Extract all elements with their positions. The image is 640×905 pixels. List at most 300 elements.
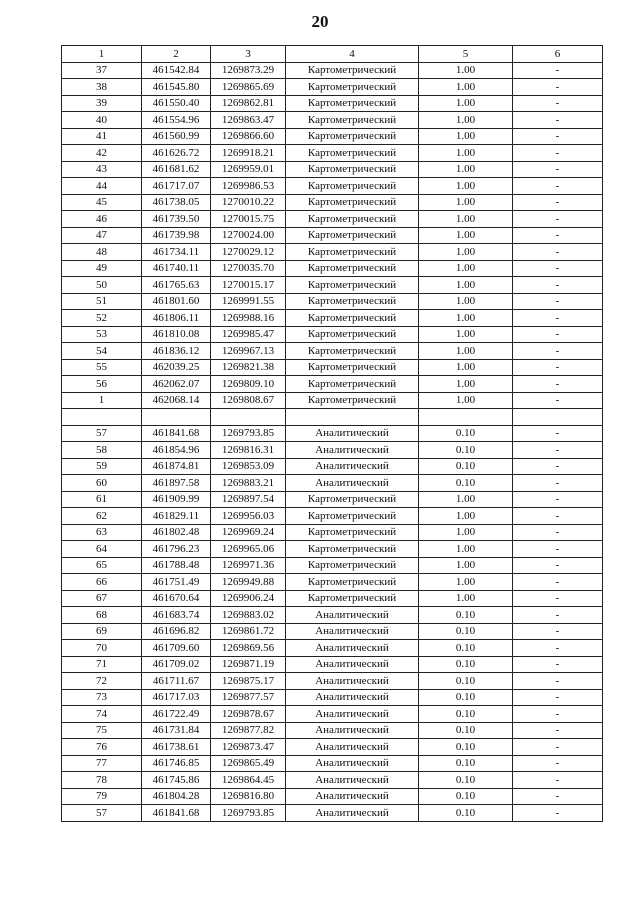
y-coordinate-cell: 1269959.01 xyxy=(211,161,286,178)
note-cell: - xyxy=(513,178,603,195)
point-number-cell: 62 xyxy=(62,508,142,525)
method-cell: Картометрический xyxy=(286,277,419,294)
point-number-cell: 57 xyxy=(62,425,142,442)
accuracy-cell: 1.00 xyxy=(419,343,513,360)
point-number-cell: 76 xyxy=(62,739,142,756)
method-cell: Картометрический xyxy=(286,359,419,376)
point-number-cell: 73 xyxy=(62,689,142,706)
y-coordinate-cell: 1269949.88 xyxy=(211,574,286,591)
note-cell: - xyxy=(513,244,603,261)
point-number-cell xyxy=(62,409,142,426)
note-cell: - xyxy=(513,293,603,310)
x-coordinate-cell: 461801.60 xyxy=(142,293,211,310)
x-coordinate-cell: 461829.11 xyxy=(142,508,211,525)
y-coordinate-cell: 1269861.72 xyxy=(211,623,286,640)
method-cell: Аналитический xyxy=(286,607,419,624)
y-coordinate-cell: 1269808.67 xyxy=(211,392,286,409)
note-cell: - xyxy=(513,79,603,96)
point-number-cell: 1 xyxy=(62,392,142,409)
point-number-cell: 50 xyxy=(62,277,142,294)
accuracy-cell: 0.10 xyxy=(419,458,513,475)
point-number-cell: 67 xyxy=(62,590,142,607)
table-row xyxy=(62,62,603,79)
x-coordinate-cell: 461738.61 xyxy=(142,739,211,756)
note-cell: - xyxy=(513,95,603,112)
method-cell: Аналитический xyxy=(286,805,419,822)
note-cell: - xyxy=(513,574,603,591)
method-cell: Картометрический xyxy=(286,227,419,244)
note-cell: - xyxy=(513,310,603,327)
table-row xyxy=(62,145,603,162)
table-row xyxy=(62,343,603,360)
note-cell: - xyxy=(513,739,603,756)
note-cell: - xyxy=(513,194,603,211)
accuracy-cell: 0.10 xyxy=(419,623,513,640)
table-row xyxy=(62,458,603,475)
point-number-cell: 41 xyxy=(62,128,142,145)
table-row xyxy=(62,755,603,772)
x-coordinate-cell: 461709.02 xyxy=(142,656,211,673)
point-number-cell: 65 xyxy=(62,557,142,574)
method-cell: Картометрический xyxy=(286,79,419,96)
table-row xyxy=(62,805,603,822)
table-row xyxy=(62,590,603,607)
x-coordinate-cell: 461670.64 xyxy=(142,590,211,607)
header-cell: 6 xyxy=(513,46,603,63)
table-row xyxy=(62,508,603,525)
x-coordinate-cell: 461722.49 xyxy=(142,706,211,723)
table-row xyxy=(62,541,603,558)
y-coordinate-cell: 1269853.09 xyxy=(211,458,286,475)
point-number-cell: 57 xyxy=(62,805,142,822)
y-coordinate-cell: 1269988.16 xyxy=(211,310,286,327)
table-row xyxy=(62,739,603,756)
note-cell: - xyxy=(513,656,603,673)
y-coordinate-cell: 1269897.54 xyxy=(211,491,286,508)
point-number-cell: 79 xyxy=(62,788,142,805)
y-coordinate-cell: 1270010.22 xyxy=(211,194,286,211)
y-coordinate-cell: 1269865.49 xyxy=(211,755,286,772)
coordinates-table xyxy=(61,45,603,822)
y-coordinate-cell: 1269877.57 xyxy=(211,689,286,706)
accuracy-cell: 0.10 xyxy=(419,722,513,739)
accuracy-cell: 0.10 xyxy=(419,772,513,789)
method-cell: Аналитический xyxy=(286,722,419,739)
y-coordinate-cell: 1269971.36 xyxy=(211,557,286,574)
accuracy-cell: 0.10 xyxy=(419,656,513,673)
accuracy-cell: 0.10 xyxy=(419,706,513,723)
accuracy-cell: 1.00 xyxy=(419,178,513,195)
note-cell: - xyxy=(513,607,603,624)
page-number: 20 xyxy=(311,12,329,31)
note-cell: - xyxy=(513,62,603,79)
x-coordinate-cell: 461788.48 xyxy=(142,557,211,574)
table-row xyxy=(62,442,603,459)
accuracy-cell: 1.00 xyxy=(419,260,513,277)
note-cell: - xyxy=(513,772,603,789)
note-cell: - xyxy=(513,326,603,343)
method-cell: Картометрический xyxy=(286,326,419,343)
x-coordinate-cell: 461738.05 xyxy=(142,194,211,211)
table-row xyxy=(62,656,603,673)
table-row xyxy=(62,128,603,145)
accuracy-cell: 1.00 xyxy=(419,62,513,79)
method-cell: Картометрический xyxy=(286,244,419,261)
note-cell: - xyxy=(513,623,603,640)
point-number-cell: 43 xyxy=(62,161,142,178)
point-number-cell: 70 xyxy=(62,640,142,657)
point-number-cell: 75 xyxy=(62,722,142,739)
table-row xyxy=(62,392,603,409)
note-cell: - xyxy=(513,673,603,690)
accuracy-cell xyxy=(419,409,513,426)
x-coordinate-cell: 461836.12 xyxy=(142,343,211,360)
note-cell: - xyxy=(513,475,603,492)
x-coordinate-cell: 462068.14 xyxy=(142,392,211,409)
method-cell: Аналитический xyxy=(286,458,419,475)
method-cell: Аналитический xyxy=(286,623,419,640)
accuracy-cell: 1.00 xyxy=(419,590,513,607)
point-number-cell: 69 xyxy=(62,623,142,640)
accuracy-cell: 1.00 xyxy=(419,491,513,508)
method-cell: Картометрический xyxy=(286,343,419,360)
x-coordinate-cell: 462039.25 xyxy=(142,359,211,376)
y-coordinate-cell: 1269906.24 xyxy=(211,590,286,607)
x-coordinate-cell: 461683.74 xyxy=(142,607,211,624)
header-cell: 1 xyxy=(62,46,142,63)
point-number-cell: 46 xyxy=(62,211,142,228)
note-cell: - xyxy=(513,128,603,145)
method-cell: Картометрический xyxy=(286,574,419,591)
note-cell: - xyxy=(513,590,603,607)
x-coordinate-cell: 461810.08 xyxy=(142,326,211,343)
method-cell: Аналитический xyxy=(286,772,419,789)
point-number-cell: 53 xyxy=(62,326,142,343)
table-row xyxy=(62,640,603,657)
x-coordinate-cell: 461717.03 xyxy=(142,689,211,706)
point-number-cell: 77 xyxy=(62,755,142,772)
x-coordinate-cell: 461542.84 xyxy=(142,62,211,79)
note-cell: - xyxy=(513,458,603,475)
x-coordinate-cell: 461745.86 xyxy=(142,772,211,789)
method-cell: Аналитический xyxy=(286,475,419,492)
point-number-cell: 78 xyxy=(62,772,142,789)
note-cell: - xyxy=(513,343,603,360)
x-coordinate-cell: 461909.99 xyxy=(142,491,211,508)
y-coordinate-cell: 1269878.67 xyxy=(211,706,286,723)
table-row xyxy=(62,788,603,805)
point-number-cell: 66 xyxy=(62,574,142,591)
point-number-cell: 39 xyxy=(62,95,142,112)
x-coordinate-cell: 461765.63 xyxy=(142,277,211,294)
table-row xyxy=(62,772,603,789)
coordinates-table-body xyxy=(62,46,603,822)
x-coordinate-cell: 461897.58 xyxy=(142,475,211,492)
point-number-cell: 74 xyxy=(62,706,142,723)
y-coordinate-cell: 1269956.03 xyxy=(211,508,286,525)
x-coordinate-cell: 461696.82 xyxy=(142,623,211,640)
table-row xyxy=(62,706,603,723)
method-cell: Аналитический xyxy=(286,656,419,673)
point-number-cell: 64 xyxy=(62,541,142,558)
accuracy-cell: 1.00 xyxy=(419,310,513,327)
x-coordinate-cell: 461804.28 xyxy=(142,788,211,805)
method-cell: Картометрический xyxy=(286,541,419,558)
method-cell: Аналитический xyxy=(286,689,419,706)
y-coordinate-cell: 1270024.00 xyxy=(211,227,286,244)
table-row xyxy=(62,376,603,393)
point-number-cell: 58 xyxy=(62,442,142,459)
accuracy-cell: 1.00 xyxy=(419,128,513,145)
table-row xyxy=(62,178,603,195)
point-number-cell: 45 xyxy=(62,194,142,211)
accuracy-cell: 1.00 xyxy=(419,161,513,178)
y-coordinate-cell: 1269816.31 xyxy=(211,442,286,459)
x-coordinate-cell: 461751.49 xyxy=(142,574,211,591)
y-coordinate-cell: 1269969.24 xyxy=(211,524,286,541)
method-cell: Картометрический xyxy=(286,178,419,195)
x-coordinate-cell: 461739.50 xyxy=(142,211,211,228)
y-coordinate-cell: 1270029.12 xyxy=(211,244,286,261)
point-number-cell: 37 xyxy=(62,62,142,79)
accuracy-cell: 1.00 xyxy=(419,524,513,541)
table-row xyxy=(62,689,603,706)
header-cell: 3 xyxy=(211,46,286,63)
note-cell: - xyxy=(513,227,603,244)
accuracy-cell: 1.00 xyxy=(419,508,513,525)
point-number-cell: 47 xyxy=(62,227,142,244)
x-coordinate-cell: 461681.62 xyxy=(142,161,211,178)
table-row xyxy=(62,79,603,96)
y-coordinate-cell: 1269793.85 xyxy=(211,425,286,442)
method-cell: Аналитический xyxy=(286,673,419,690)
method-cell: Картометрический xyxy=(286,508,419,525)
y-coordinate-cell: 1269967.13 xyxy=(211,343,286,360)
y-coordinate-cell: 1270035.70 xyxy=(211,260,286,277)
header-cell: 2 xyxy=(142,46,211,63)
note-cell: - xyxy=(513,722,603,739)
x-coordinate-cell: 461854.96 xyxy=(142,442,211,459)
table-row xyxy=(62,95,603,112)
note-cell: - xyxy=(513,524,603,541)
table-row xyxy=(62,425,603,442)
point-number-cell: 60 xyxy=(62,475,142,492)
point-number-cell: 72 xyxy=(62,673,142,690)
y-coordinate-cell: 1269986.53 xyxy=(211,178,286,195)
y-coordinate-cell: 1269871.19 xyxy=(211,656,286,673)
y-coordinate-cell: 1269991.55 xyxy=(211,293,286,310)
note-cell: - xyxy=(513,376,603,393)
note-cell: - xyxy=(513,491,603,508)
method-cell: Картометрический xyxy=(286,590,419,607)
table-row xyxy=(62,277,603,294)
x-coordinate-cell: 461550.40 xyxy=(142,95,211,112)
note-cell: - xyxy=(513,805,603,822)
note-cell: - xyxy=(513,442,603,459)
accuracy-cell: 1.00 xyxy=(419,541,513,558)
y-coordinate-cell: 1269864.45 xyxy=(211,772,286,789)
accuracy-cell: 0.10 xyxy=(419,755,513,772)
note-cell: - xyxy=(513,557,603,574)
method-cell: Картометрический xyxy=(286,293,419,310)
table-row xyxy=(62,293,603,310)
y-coordinate-cell: 1270015.75 xyxy=(211,211,286,228)
accuracy-cell: 0.10 xyxy=(419,805,513,822)
note-cell: - xyxy=(513,359,603,376)
point-number-cell: 42 xyxy=(62,145,142,162)
x-coordinate-cell: 461740.11 xyxy=(142,260,211,277)
x-coordinate-cell: 461711.67 xyxy=(142,673,211,690)
y-coordinate-cell: 1269883.21 xyxy=(211,475,286,492)
accuracy-cell: 1.00 xyxy=(419,277,513,294)
table-row xyxy=(62,161,603,178)
x-coordinate-cell: 461802.48 xyxy=(142,524,211,541)
y-coordinate-cell: 1269869.56 xyxy=(211,640,286,657)
point-number-cell: 56 xyxy=(62,376,142,393)
x-coordinate-cell: 461709.60 xyxy=(142,640,211,657)
method-cell: Аналитический xyxy=(286,739,419,756)
x-coordinate-cell xyxy=(142,409,211,426)
note-cell xyxy=(513,409,603,426)
method-cell: Аналитический xyxy=(286,755,419,772)
point-number-cell: 40 xyxy=(62,112,142,129)
table-row xyxy=(62,524,603,541)
x-coordinate-cell: 461560.99 xyxy=(142,128,211,145)
point-number-cell: 71 xyxy=(62,656,142,673)
x-coordinate-cell: 461841.68 xyxy=(142,425,211,442)
table-row xyxy=(62,211,603,228)
y-coordinate-cell: 1269866.60 xyxy=(211,128,286,145)
method-cell: Картометрический xyxy=(286,376,419,393)
x-coordinate-cell: 462062.07 xyxy=(142,376,211,393)
table-row xyxy=(62,359,603,376)
x-coordinate-cell: 461739.98 xyxy=(142,227,211,244)
y-coordinate-cell: 1269877.82 xyxy=(211,722,286,739)
point-number-cell: 61 xyxy=(62,491,142,508)
point-number-cell: 54 xyxy=(62,343,142,360)
point-number-cell: 49 xyxy=(62,260,142,277)
y-coordinate-cell: 1269809.10 xyxy=(211,376,286,393)
y-coordinate-cell: 1269918.21 xyxy=(211,145,286,162)
table-row xyxy=(62,326,603,343)
note-cell: - xyxy=(513,706,603,723)
method-cell: Картометрический xyxy=(286,112,419,129)
table-row xyxy=(62,557,603,574)
method-cell: Картометрический xyxy=(286,145,419,162)
table-row xyxy=(62,227,603,244)
method-cell: Картометрический xyxy=(286,491,419,508)
accuracy-cell: 0.10 xyxy=(419,689,513,706)
table-row xyxy=(62,574,603,591)
note-cell: - xyxy=(513,755,603,772)
accuracy-cell: 0.10 xyxy=(419,739,513,756)
point-number-cell: 55 xyxy=(62,359,142,376)
method-cell: Картометрический xyxy=(286,62,419,79)
header-cell: 4 xyxy=(286,46,419,63)
note-cell: - xyxy=(513,260,603,277)
accuracy-cell: 0.10 xyxy=(419,475,513,492)
table-row xyxy=(62,491,603,508)
method-cell: Аналитический xyxy=(286,788,419,805)
accuracy-cell: 1.00 xyxy=(419,326,513,343)
note-cell: - xyxy=(513,788,603,805)
point-number-cell: 48 xyxy=(62,244,142,261)
x-coordinate-cell: 461554.96 xyxy=(142,112,211,129)
point-number-cell: 63 xyxy=(62,524,142,541)
y-coordinate-cell: 1269985.47 xyxy=(211,326,286,343)
point-number-cell: 59 xyxy=(62,458,142,475)
note-cell: - xyxy=(513,145,603,162)
x-coordinate-cell: 461731.84 xyxy=(142,722,211,739)
point-number-cell: 52 xyxy=(62,310,142,327)
table-row xyxy=(62,722,603,739)
table-row xyxy=(62,673,603,690)
x-coordinate-cell: 461626.72 xyxy=(142,145,211,162)
table-row xyxy=(62,409,603,426)
y-coordinate-cell: 1269863.47 xyxy=(211,112,286,129)
x-coordinate-cell: 461841.68 xyxy=(142,805,211,822)
accuracy-cell: 1.00 xyxy=(419,293,513,310)
table-row xyxy=(62,260,603,277)
header-cell: 5 xyxy=(419,46,513,63)
note-cell: - xyxy=(513,211,603,228)
accuracy-cell: 1.00 xyxy=(419,211,513,228)
method-cell xyxy=(286,409,419,426)
y-coordinate-cell: 1269873.29 xyxy=(211,62,286,79)
accuracy-cell: 1.00 xyxy=(419,557,513,574)
accuracy-cell: 1.00 xyxy=(419,244,513,261)
accuracy-cell: 1.00 xyxy=(419,392,513,409)
note-cell: - xyxy=(513,508,603,525)
method-cell: Картометрический xyxy=(286,310,419,327)
table-row xyxy=(62,623,603,640)
note-cell: - xyxy=(513,112,603,129)
y-coordinate-cell: 1269862.81 xyxy=(211,95,286,112)
note-cell: - xyxy=(513,689,603,706)
method-cell: Картометрический xyxy=(286,260,419,277)
method-cell: Картометрический xyxy=(286,524,419,541)
y-coordinate-cell: 1269865.69 xyxy=(211,79,286,96)
y-coordinate-cell: 1269883.02 xyxy=(211,607,286,624)
x-coordinate-cell: 461545.80 xyxy=(142,79,211,96)
accuracy-cell: 0.10 xyxy=(419,673,513,690)
x-coordinate-cell: 461806.11 xyxy=(142,310,211,327)
method-cell: Картометрический xyxy=(286,95,419,112)
y-coordinate-cell: 1269875.17 xyxy=(211,673,286,690)
x-coordinate-cell: 461746.85 xyxy=(142,755,211,772)
accuracy-cell: 1.00 xyxy=(419,574,513,591)
accuracy-cell: 1.00 xyxy=(419,194,513,211)
x-coordinate-cell: 461717.07 xyxy=(142,178,211,195)
note-cell: - xyxy=(513,392,603,409)
x-coordinate-cell: 461796.23 xyxy=(142,541,211,558)
table-row xyxy=(62,310,603,327)
table-row xyxy=(62,112,603,129)
point-number-cell: 38 xyxy=(62,79,142,96)
note-cell: - xyxy=(513,640,603,657)
x-coordinate-cell: 461734.11 xyxy=(142,244,211,261)
note-cell: - xyxy=(513,277,603,294)
note-cell: - xyxy=(513,541,603,558)
accuracy-cell: 0.10 xyxy=(419,425,513,442)
y-coordinate-cell: 1269965.06 xyxy=(211,541,286,558)
y-coordinate-cell: 1270015.17 xyxy=(211,277,286,294)
x-coordinate-cell: 461874.81 xyxy=(142,458,211,475)
point-number-cell: 44 xyxy=(62,178,142,195)
table-row xyxy=(62,194,603,211)
y-coordinate-cell: 1269816.80 xyxy=(211,788,286,805)
accuracy-cell: 1.00 xyxy=(419,145,513,162)
